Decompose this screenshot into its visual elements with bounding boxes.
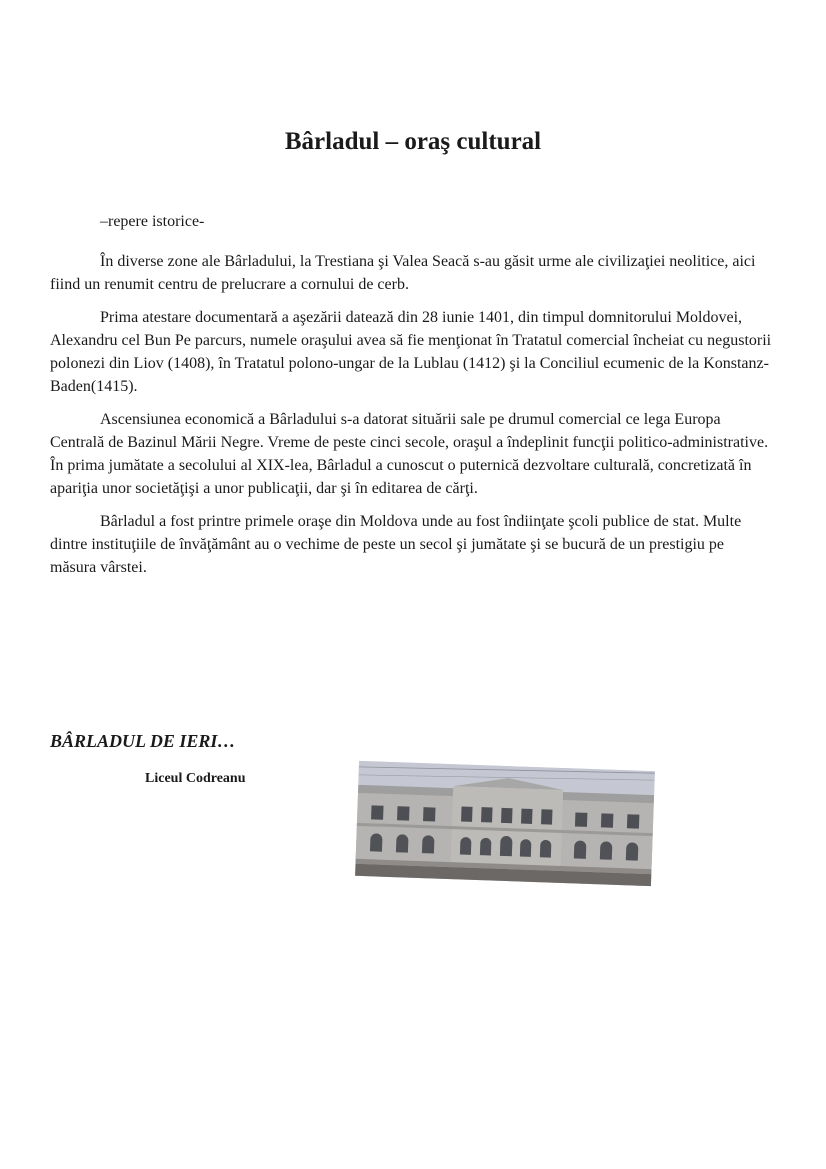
school-building-illustration — [355, 761, 655, 886]
photo-caption: Liceul Codreanu — [145, 771, 246, 786]
section-heading: BÂRLADUL DE IERI… — [50, 731, 236, 751]
paragraph-neolithic: În diverse zone ale Bârladului, la Trestiana şi Valea Seacă s-au găsit urme ale civilizaţiei neolitice, aici fiind un renumit centru de prelucrare a cornului de cerb. — [50, 253, 756, 293]
paragraph-first-attestation: Prima atestare documentară a aşezării datează din 28 iunie 1401, din timpul domnitorului Moldovei, Alexandru cel Bun Pe parcurs, numele oraşului avea să fie menţionat în Tratatul comercial încheiat cu negustorii polonezi din Liov (1408), în Tratatul polono-ungar de la Lublau (1412) şi la Conciliul ecumenic de la Konstanz-Baden(1415). — [50, 309, 772, 395]
school-building-photo — [355, 761, 655, 886]
page-title: Bârladul – oraş cultural — [284, 128, 542, 155]
paragraph-public-schools: Bârladul a fost printre primele oraşe din Moldova unde au fost îndiinţate şcoli publice de stat. Multe dintre instituţiile de învăţământ au o vechime de peste un secol şi jumătate şi se bucură de un prestigiu pe măsura vârstei. — [50, 513, 742, 576]
subtitle: –repere istorice- — [100, 213, 205, 230]
paragraph-economic-rise: Ascensiunea economică a Bârladului s-a datorat situării sale pe drumul comercial ce lega Europa Centrală de Bazinul Mării Negre. Vreme de peste cinci secole, oraşul a îndeplinit funcţii politico-administrative. În prima jumătate a secolului al XIX-lea, Bârladul a cunoscut o puternică dezvoltare culturală, concretizată în apariţia unor societăţişi a unor publicaţii, dar şi în editarea de cărţi. — [50, 411, 769, 497]
body-text — [50, 250, 774, 589]
